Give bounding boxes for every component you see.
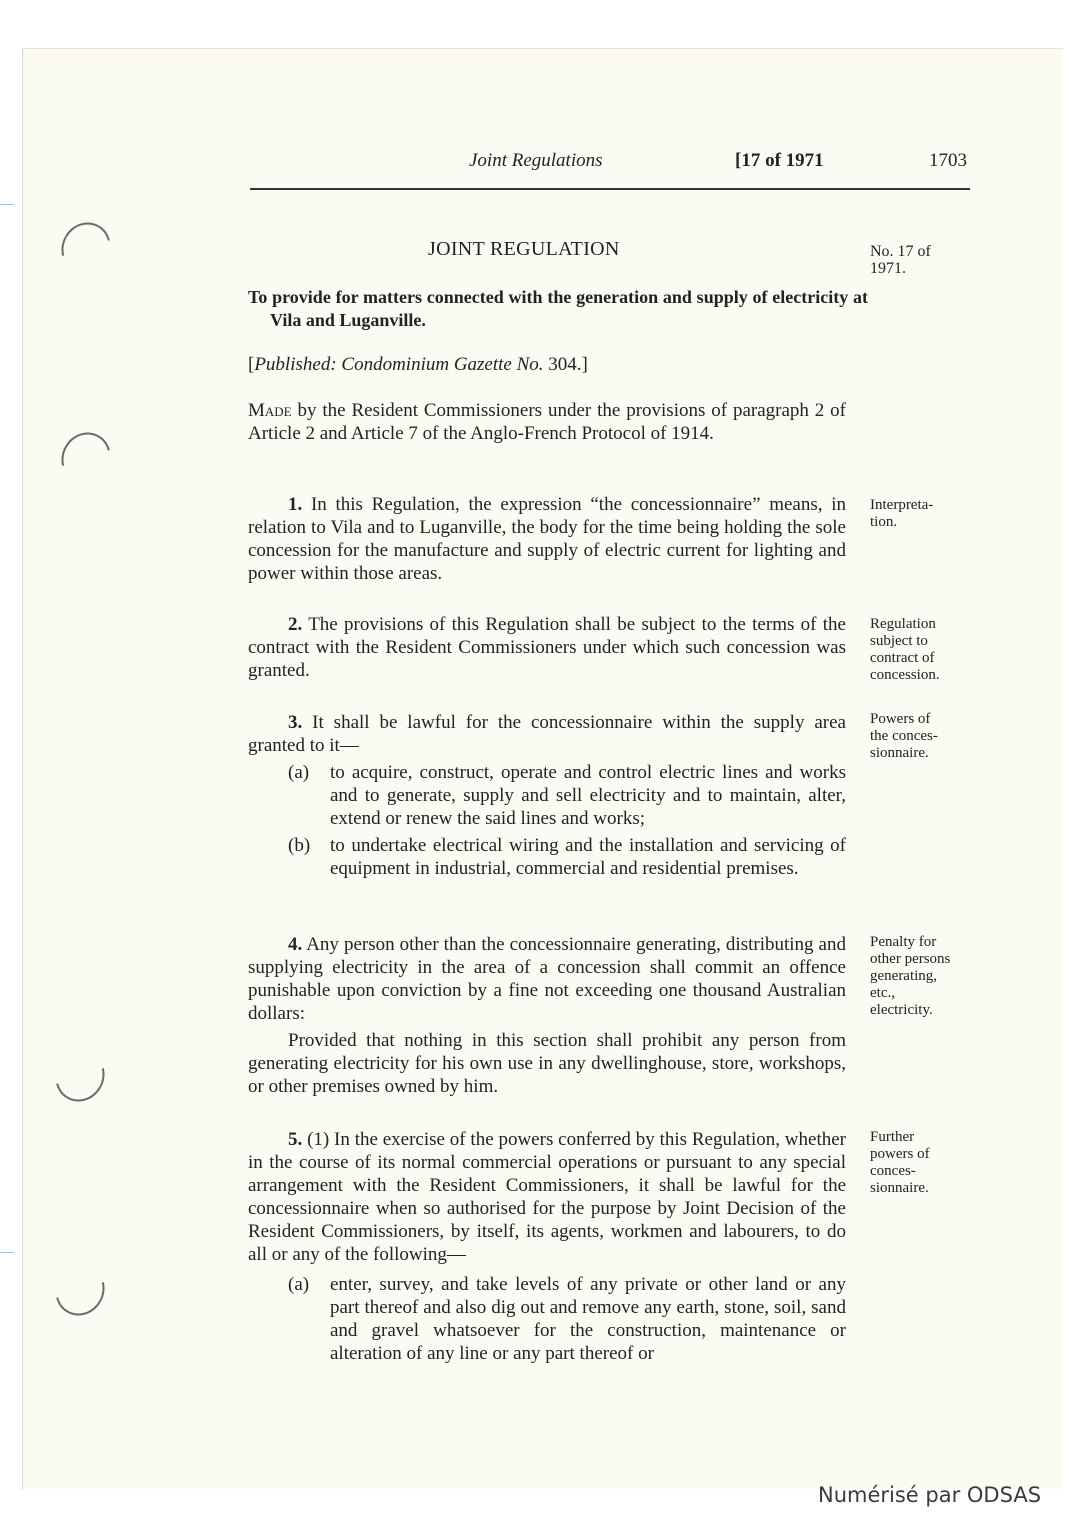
marginal-note-2: Regulation subject to contract of concession.	[870, 616, 940, 683]
page-number: 1703	[929, 150, 967, 171]
section-5-item-a: (a) enter, survey, and take levels of any private or other land or any part thereof and also dig out and remove any earth, stone, soil, sand and gravel whatsoever for the construction, maintenance or alteration of any line or any part thereof or	[288, 1274, 846, 1364]
scan-mark	[0, 1252, 14, 1253]
enacting-clause: Made by the Resident Commissioners under the provisions of paragraph 2 of Article 2 and Article 7 of the Anglo-French Protocol of 1914.	[248, 400, 846, 444]
section-3-item-b: (b) to undertake electrical wiring and the installation and servicing of equipment in industrial, commercial and residential premises.	[288, 835, 846, 879]
marginal-note-3: Powers of the conces- sionnaire.	[870, 711, 938, 761]
section-2: 2. The provisions of this Regulation shall be subject to the terms of the contract with the Resident Commissioners under which such concession was granted.	[248, 614, 846, 681]
header-rule	[250, 188, 970, 190]
section-3-item-a: (a) to acquire, construct, operate and control electric lines and works and to generate, supply and sell electricity and to maintain, alter, extend or renew the said lines and works;	[288, 762, 846, 829]
section-3: 3. It shall be lawful for the concessionnaire within the supply area granted to it— (a) to acquire, construct, operate and control electric lines and works and to generate, supply and sell electricity and to maintain, alter, extend or renew the said lines and works; (b) to undertake electrical wiring and the installation and servicing of equipment in industrial, commercial and residential premises.	[248, 712, 846, 879]
running-head-number: [17 of 1971	[735, 150, 824, 171]
side-number: No. 17 of 1971.	[870, 243, 931, 277]
marginal-note-1: Interpreta- tion.	[870, 497, 934, 530]
section-5: 5. (1) In the exercise of the powers conferred by this Regulation, whether in the course of its normal commercial operations or pursuant to any special arrangement with the Resident Commissioners, it shall be lawful for the concessionnaire when so authorised for the purpose by Joint Decision of the Resident Commissioners, by itself, its agents, workmen and labourers, to do all or any of the following— (a) enter, survey, and take levels of any private or other land or any part thereof and also dig out and remove any earth, stone, soil, sand and gravel whatsoever for the construction, maintenance or alteration of any line or any part thereof or	[248, 1129, 846, 1364]
scan-credit: Numérisé par ODSAS	[818, 1483, 1042, 1507]
long-title: To provide for matters connected with the generation and supply of electricity at Vila and Luganville.	[248, 287, 868, 330]
published-line: [Published: Condominium Gazette No. 304.]	[248, 354, 588, 375]
section-1: 1. In this Regulation, the expression “the concessionnaire” means, in relation to Vila and to Luganville, the body for the time being holding the sole concession for the manufacture and supply of electric current for lighting and power within those areas.	[248, 494, 846, 584]
document-heading: JOINT REGULATION	[428, 238, 620, 260]
scan-mark	[0, 204, 14, 205]
section-4-proviso: Provided that nothing in this section shall prohibit any person from generating electricity for his own use in any dwellinghouse, store, workshops, or other premises owned by him.	[248, 1030, 846, 1097]
marginal-note-5: Further powers of conces- sionnaire.	[870, 1129, 930, 1196]
section-4: 4. Any person other than the concessionnaire generating, distributing and supplying electricity in the area of a concession shall commit an offence punishable upon conviction by a fine not exceeding one thousand Australian dollars: Provided that nothing in this section shall prohibit any person from generating electricity for his own use in any dwellinghouse, store, workshops, or other premises owned by him.	[248, 934, 846, 1097]
running-head-title: Joint Regulations	[469, 150, 603, 171]
marginal-note-4: Penalty for other persons generating, etc., electricity.	[870, 934, 951, 1018]
